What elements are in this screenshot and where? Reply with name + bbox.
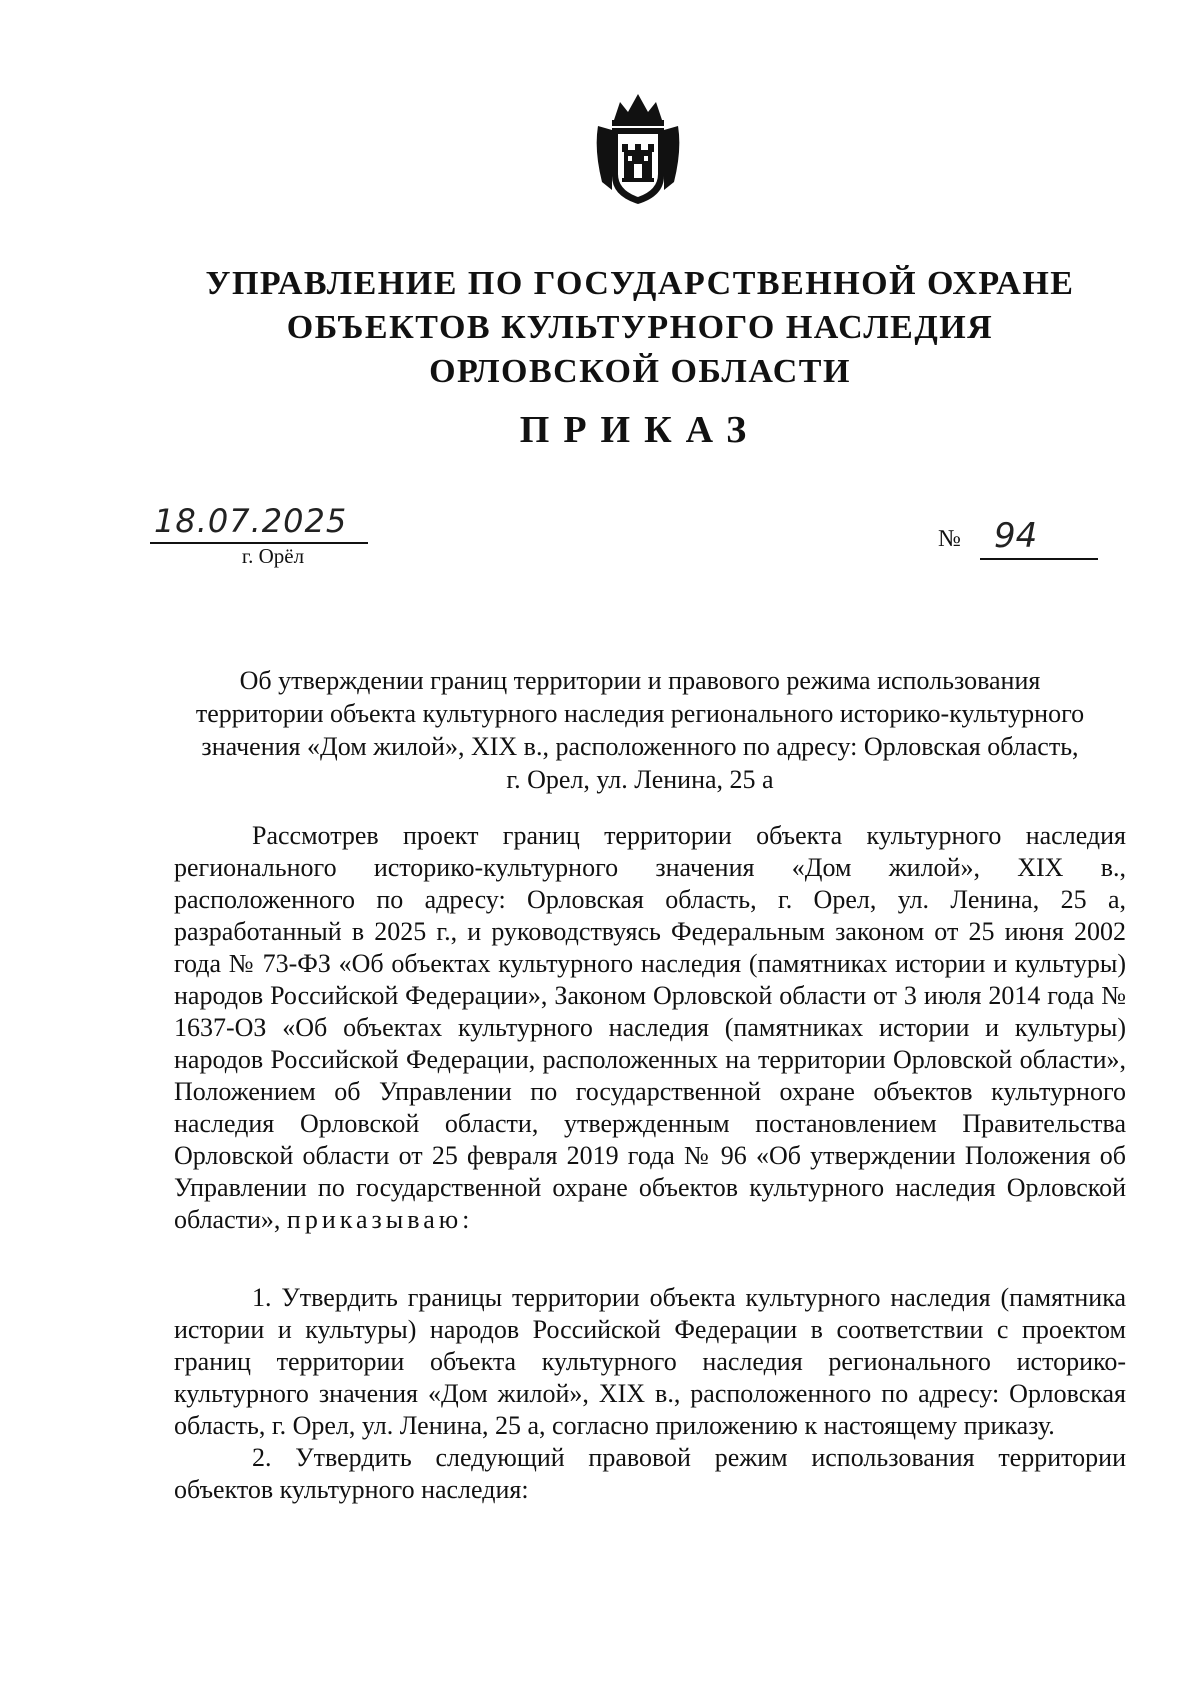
date-block xyxy=(150,500,368,569)
number-underline xyxy=(980,558,1098,560)
subject-line: территории объекта культурного наследия регионального историко-культурного xyxy=(195,699,1085,728)
authority-header xyxy=(160,262,1120,394)
order-word: приказываю: xyxy=(286,1205,474,1234)
order-number-block xyxy=(938,516,1098,564)
item-1-paragraph: 1. Утвердить границы территории объекта культурного наследия (памятника истории и культуры) народов Российской Федерации в соответствии с проектом границ территории объекта культурного наследия регионального историко-культурного значения «Дом жилой», XIX в., расположенного по адресу: Орловская область, г. Орел, ул. Ленина, 25 а, согласно приложению к настоящему приказу. xyxy=(174,1283,1126,1440)
number-sign: № xyxy=(938,526,961,552)
handwritten-date: 18.07.2025 xyxy=(154,502,348,540)
order-body xyxy=(174,820,1126,1506)
order-title: ПРИКАЗ xyxy=(519,409,761,451)
city-name: г. Орёл xyxy=(241,544,305,568)
header-line: УПРАВЛЕНИЕ ПО ГОСУДАРСТВЕННОЙ ОХРАНЕ xyxy=(205,265,1075,302)
preamble-paragraph xyxy=(174,820,1126,1236)
item-2-paragraph: 2. Утвердить следующий правовой режим использования территории объектов культурного наследия: xyxy=(174,1443,1126,1504)
orel-coat-of-arms-icon xyxy=(592,90,684,208)
handwritten-number: 94 xyxy=(994,516,1038,556)
order-subject xyxy=(160,664,1120,796)
subject-line: г. Орел, ул. Ленина, 25 а xyxy=(506,765,774,794)
header-line: ОРЛОВСКОЙ ОБЛАСТИ xyxy=(429,353,851,390)
header-line: ОБЪЕКТОВ КУЛЬТУРНОГО НАСЛЕДИЯ xyxy=(286,309,994,346)
subject-line: Об утверждении границ территории и правового режима использования xyxy=(239,666,1041,695)
preamble-text: Рассмотрев проект границ территории объекта культурного наследия регионального историко-культурного значения «Дом жилой», XIX в., расположенного по адресу: Орловская область, г. Орел, ул. Ленина, 25 а, разработанный в 2025 г., и руководствуясь Федеральным законом от 25 июня 2002 года № 73-ФЗ «Об объектах культурного наследия (памятниках истории и культуры) народов Российской Федерации», Законом Орловской области от 3 июля 2014 года № 1637-ОЗ «Об объектах культурного наследия (памятниках истории и культуры) народов Российской Федерации, расположенных на территории Орловской области», Положением об Управлении по государственной охране объектов культурного наследия Орловской области, утвержденным постановлением Правительства Орловской области от 25 февраля 2019 года № 96 «Об утверждении Положения об Управлении по государственной охране объектов культурного наследия Орловской области», xyxy=(174,821,1126,1234)
subject-line: значения «Дом жилой», XIX в., расположенного по адресу: Орловская область, xyxy=(201,732,1079,761)
